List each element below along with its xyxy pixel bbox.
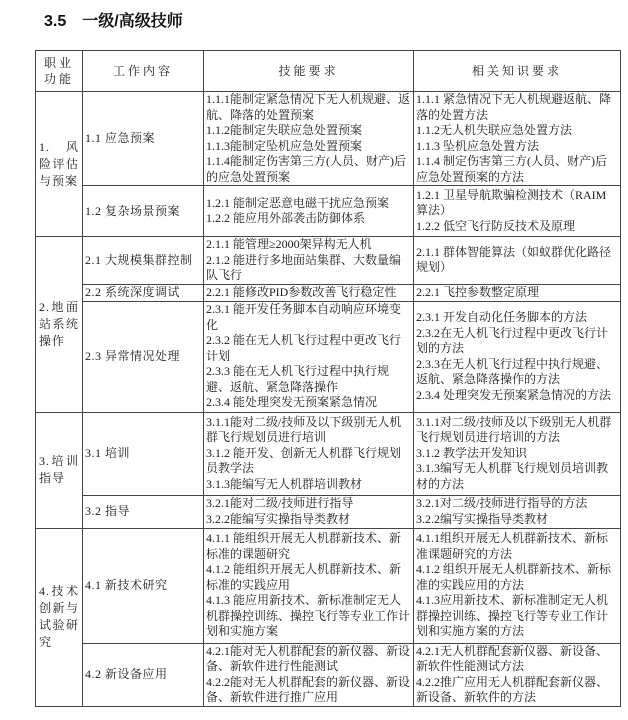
skill-requirements-cell — [204, 643, 414, 706]
knowledge-requirement-item: 1.1.3 坠机应急处置方法 — [416, 138, 540, 153]
knowledge-requirements-cell — [414, 284, 621, 301]
knowledge-requirement-item: 1.1.1 紧急情况下无人机规避返航、降落的处置方法 — [416, 92, 612, 122]
table-header-row — [36, 51, 621, 92]
knowledge-requirements-cell — [414, 643, 621, 706]
table-row — [36, 528, 621, 643]
knowledge-requirements-cell — [414, 237, 621, 285]
skill-requirement-item: 2.3.4 能处理突发无预案紧急情况 — [206, 395, 378, 410]
skill-requirement-item: 2.1.1 能管理≥2000架异构无人机 — [206, 237, 372, 251]
skill-requirement-item: 3.2.1能对二级/技师进行指导 — [206, 496, 354, 510]
skill-requirements-cell — [204, 301, 414, 412]
table-row — [36, 301, 621, 412]
skill-requirements-cell — [204, 284, 414, 301]
knowledge-requirement-item: 4.1.1组织开展无人机群新技术、新标准课题研究的方法 — [416, 531, 609, 561]
table-row — [36, 92, 621, 186]
knowledge-requirements-cell — [414, 301, 621, 412]
work-content-cell: 2.2 系统深度调试 — [83, 284, 204, 301]
knowledge-requirement-item: 2.2.1 飞控参数整定原理 — [416, 284, 540, 299]
knowledge-requirements-cell — [414, 495, 621, 528]
skill-requirements-cell — [204, 528, 414, 643]
skill-requirements-table — [35, 50, 621, 707]
skill-requirements-cell — [204, 92, 414, 186]
knowledge-requirement-item: 3.1.2 教学法开发知识 — [416, 445, 528, 460]
skill-requirement-item: 3.2.2能编写实操指导类教材 — [206, 511, 351, 526]
knowledge-requirement-item: 3.1.3编写无人机群飞行规划员培训教材的方法 — [416, 461, 609, 491]
section-heading — [44, 8, 183, 31]
work-content-cell: 1.2 复杂场景预案 — [83, 186, 204, 237]
column-header-work-content: 工作内容 — [83, 51, 204, 92]
skill-requirements-cell — [204, 186, 414, 237]
skill-requirement-item: 4.2.2能对无人机群配套的新仪器、新设备、新软件进行推广应用 — [206, 674, 411, 704]
column-header-function: 职业功能 — [36, 51, 83, 92]
column-header-skill-requirements: 技能要求 — [204, 51, 414, 92]
work-content-cell: 3.2 指导 — [83, 495, 204, 528]
work-content-cell: 2.3 异常情况处理 — [83, 301, 204, 412]
skill-requirement-item: 2.2.1 能修改PID参数改善飞行稳定性 — [206, 284, 397, 299]
skill-requirement-item: 1.1.1能制定紧急情况下无人机规避、返航、降落的处置预案 — [206, 92, 411, 122]
table-row — [36, 643, 621, 706]
knowledge-requirement-item: 3.2.2编写实操指导类教材 — [416, 511, 549, 526]
skill-requirement-item: 3.1.1能对二级/技师及以下级别无人机群飞行规划员进行培训 — [206, 414, 402, 445]
table-row — [36, 495, 621, 528]
knowledge-requirement-item: 1.2.1 卫星导航欺骗检测技术（RAIM算法） — [416, 187, 607, 218]
column-header-knowledge-requirements: 相关知识要求 — [414, 51, 621, 92]
skill-requirement-item: 1.1.3能制定坠机应急处置预案 — [206, 138, 363, 153]
skill-requirement-item: 1.1.4能制定伤害第三方(人员、财产)后的应急处置预案 — [206, 154, 406, 184]
knowledge-requirements-cell — [414, 412, 621, 495]
occupation-function-cell: 1. 风险评估与预案 — [36, 92, 83, 237]
knowledge-requirement-item: 1.2.2 低空飞行防反技术及原理 — [416, 218, 576, 233]
work-content-cell: 2.1 大规模集群控制 — [83, 237, 204, 285]
skill-requirement-item: 1.2.1 能制定恶意电磁干扰应急预案 — [206, 195, 390, 210]
section-heading-number: 3.5 — [44, 13, 67, 30]
knowledge-requirement-item: 3.1.1对二级/技师及以下级别无人机群飞行规划员进行培训的方法 — [416, 414, 612, 445]
skill-requirements-cell — [204, 495, 414, 528]
work-content-cell: 4.2 新设备应用 — [83, 643, 204, 706]
skill-requirements-cell — [204, 412, 414, 495]
work-content-cell: 3.1 培训 — [83, 412, 204, 495]
knowledge-requirement-item: 4.1.3应用新技术、新标准制定无人机群操控训练、操控飞行等专业工作计划和实施方案的方法 — [416, 593, 609, 639]
knowledge-requirement-item: 4.1.2 组织开展无人机群新技术、新标准的实践应用的方法 — [416, 562, 612, 592]
work-content-cell: 1.1 应急预案 — [83, 92, 204, 186]
knowledge-requirements-cell — [414, 186, 621, 237]
skill-requirement-item: 4.2.1能对无人机群配套的新仪器、新设备、新软件进行性能测试 — [206, 643, 411, 673]
knowledge-requirement-item: 4.2.2推广应用无人机群配套新仪器、新设备、新软件的方法 — [416, 674, 609, 704]
knowledge-requirement-item: 1.1.2无人机失联应急处置方法 — [416, 123, 573, 137]
skill-requirement-item: 2.3.3 能在无人机飞行过程中执行规避、返航、紧急降落操作 — [206, 364, 390, 394]
knowledge-requirement-item: 2.1.1 群体智能算法（如蚁群优化路径规划） — [416, 244, 612, 275]
skill-requirement-item: 1.1.2能制定失联应急处置预案 — [206, 123, 363, 137]
table-row — [36, 284, 621, 301]
occupation-function-cell: 3.培训指导 — [36, 412, 83, 528]
section-heading-text: 一级/高级技师 — [82, 13, 183, 30]
skill-requirements-cell — [204, 237, 414, 285]
knowledge-requirements-cell — [414, 92, 621, 186]
skill-requirement-item: 2.1.2 能进行多地面站集群、大数量编队飞行 — [206, 252, 402, 282]
skill-requirement-item: 4.1.1 能组织开展无人机群新技术、新标准的课题研究 — [206, 531, 402, 561]
work-content-cell: 4.1 新技术研究 — [83, 528, 204, 643]
occupation-function-cell: 4.技术创新与试验研究 — [36, 528, 83, 706]
skill-requirement-item: 4.1.2 能组织开展无人机群新技术、新标准的实践应用 — [206, 562, 402, 592]
knowledge-requirement-item: 2.3.2在无人机飞行过程中更改飞行计划的方法 — [416, 325, 609, 355]
table-row — [36, 412, 621, 495]
knowledge-requirements-cell — [414, 528, 621, 643]
knowledge-requirement-item: 1.1.4 制定伤害第三方(人员、财产)后应急处置预案的方法 — [416, 154, 607, 184]
occupation-function-cell: 2.地面站系统操作 — [36, 237, 83, 413]
skill-requirement-item: 2.3.1 能开发任务脚本自动响应环境变化 — [206, 302, 402, 332]
knowledge-requirement-item: 2.3.4 处理突发无预案紧急情况的方法 — [416, 387, 612, 402]
skill-requirement-item: 1.2.2 能应用外部袭击防御体系 — [206, 211, 366, 225]
skill-requirement-item: 4.1.3 能应用新技术、新标准制定无人机群操控训练、操控飞行等专业工作计划和实施方案 — [206, 593, 411, 639]
knowledge-requirement-item: 2.3.1 开发自动化任务脚本的方法 — [416, 310, 588, 324]
knowledge-requirement-item: 4.2.1无人机群配套新仪器、新设备、新软件性能测试方法 — [416, 643, 609, 673]
knowledge-requirement-item: 3.2.1对二级/技师进行指导的方法 — [416, 496, 588, 510]
knowledge-requirement-item: 2.3.3在无人机飞行过程中执行规避、返航、紧急降落操作的方法 — [416, 356, 609, 386]
skill-requirement-item: 2.3.2 能在无人机飞行过程中更改飞行计划 — [206, 333, 402, 363]
table-row — [36, 237, 621, 285]
skill-requirement-item: 3.1.3能编写无人机群培训教材 — [206, 476, 363, 491]
table-row — [36, 186, 621, 237]
skill-requirement-item: 3.1.2 能开发、创新无人机群飞行规划员教学法 — [206, 445, 402, 476]
